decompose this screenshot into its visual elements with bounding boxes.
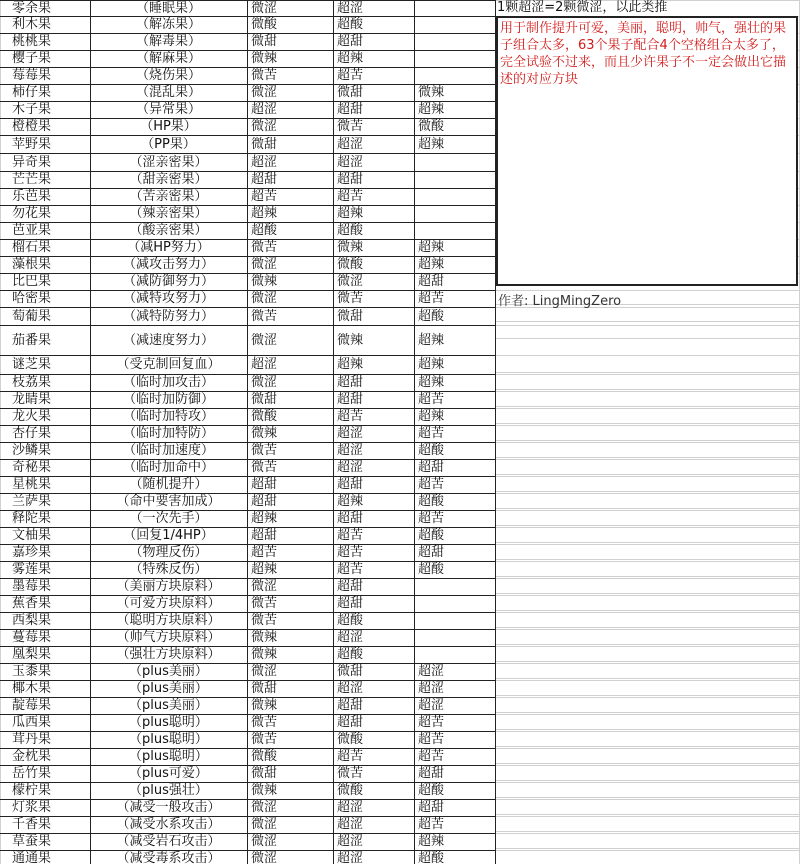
flavor-2[interactable]: 微甜 (337, 85, 364, 100)
flavor-3[interactable] (414, 0, 495, 16)
flavor-2[interactable]: 微苦 (337, 291, 364, 306)
flavor-1[interactable]: 微辣 (251, 426, 278, 441)
flavor-1[interactable]: 微甜 (251, 766, 278, 781)
flavor-1[interactable]: 微苦 (251, 68, 278, 83)
berry-effect[interactable]: （减受毒系攻击） (116, 851, 221, 866)
berry-name[interactable]: 龙火果 (12, 409, 52, 424)
berry-name[interactable]: 通通果 (12, 851, 52, 866)
flavor-3[interactable]: 超甜 (418, 545, 445, 560)
flavor-3[interactable]: 超苦 (418, 732, 445, 747)
flavor-1[interactable]: 超苦 (251, 189, 278, 204)
berry-effect[interactable]: （睡眠果） (135, 0, 201, 16)
berry-effect[interactable]: （减受水系攻击） (116, 817, 221, 832)
flavor-2[interactable]: 微苦 (337, 119, 364, 134)
flavor-2[interactable]: 超甜 (337, 698, 364, 713)
berry-effect[interactable]: （plus聪明） (129, 749, 208, 764)
flavor-3[interactable]: 超酸 (418, 783, 445, 798)
flavor-1[interactable]: 微甜 (251, 681, 278, 696)
berry-effect[interactable]: （PP果） (141, 136, 196, 152)
flavor-3[interactable] (414, 153, 495, 171)
flavor-1[interactable]: 微酸 (251, 17, 278, 32)
flavor-1[interactable]: 微酸 (251, 409, 278, 424)
flavor-1[interactable]: 微涩 (251, 332, 278, 348)
flavor-3[interactable]: 微辣 (418, 85, 445, 100)
berry-name[interactable]: 榴石果 (12, 240, 52, 255)
flavor-3[interactable]: 超涩 (418, 664, 445, 679)
flavor-3[interactable] (414, 188, 495, 205)
berry-effect[interactable]: （聪明方块原料） (116, 613, 221, 628)
berry-effect[interactable]: （临时加防御） (122, 392, 214, 407)
berry-effect[interactable]: （帅气方块原料） (116, 630, 221, 645)
berry-name[interactable]: 苹野果 (12, 136, 52, 152)
berry-name[interactable]: 芒芒果 (12, 172, 52, 187)
flavor-2[interactable]: 超辣 (337, 51, 364, 66)
berry-effect[interactable]: （一次先手） (129, 511, 208, 526)
flavor-3[interactable] (414, 50, 495, 67)
flavor-1[interactable]: 微酸 (251, 749, 278, 764)
berry-effect[interactable]: （减受岩石攻击） (116, 834, 221, 849)
flavor-2[interactable]: 超涩 (337, 681, 364, 696)
flavor-2[interactable]: 超甜 (337, 172, 364, 187)
note-text: 用于制作提升可爱，美丽，聪明，帅气，强壮的果子组合太多，63个果子配合4个空格组合太多了，完全试验不过来，而且少许果子不一定会做出它描述的对应方块 (500, 21, 787, 87)
flavor-1[interactable]: 微涩 (251, 664, 278, 679)
berry-effect[interactable]: （临时加命中） (122, 460, 214, 475)
flavor-2[interactable]: 超涩 (337, 851, 364, 866)
berry-name[interactable]: 凰梨果 (12, 647, 52, 662)
flavor-1[interactable]: 微涩 (251, 851, 278, 866)
berry-name[interactable]: 靛莓果 (12, 698, 52, 713)
flavor-2[interactable]: 超苦 (337, 749, 364, 764)
flavor-3[interactable] (414, 67, 495, 84)
flavor-1[interactable]: 微辣 (251, 647, 278, 662)
flavor-3[interactable]: 超涩 (418, 698, 445, 713)
flavor-2[interactable]: 超涩 (337, 630, 364, 645)
berry-effect[interactable]: （酸亲密果） (129, 223, 208, 238)
berry-effect[interactable]: （临时加特防） (122, 426, 214, 441)
berry-name[interactable]: 奇秘果 (12, 460, 52, 475)
flavor-1[interactable]: 超涩 (251, 102, 278, 117)
berry-effect[interactable]: （plus强壮） (129, 783, 208, 798)
flavor-2[interactable]: 超甜 (337, 392, 364, 407)
flavor-3[interactable] (414, 612, 495, 629)
berry-name[interactable]: 木子果 (12, 102, 52, 117)
flavor-2[interactable]: 微涩 (337, 274, 364, 289)
flavor-3[interactable]: 超苦 (418, 817, 445, 832)
flavor-2[interactable]: 超酸 (337, 17, 364, 32)
flavor-1[interactable]: 微涩 (251, 119, 278, 134)
author-credit: 作者: LingMingZero (498, 294, 622, 309)
berry-name[interactable]: 兰萨果 (12, 494, 52, 509)
flavor-3[interactable]: 超辣 (418, 136, 445, 152)
berry-effect[interactable]: （回复1/4HP） (123, 528, 214, 543)
berry-effect[interactable]: （减特攻努力） (122, 291, 214, 306)
flavor-3[interactable]: 超辣 (418, 332, 445, 348)
flavor-3[interactable]: 超酸 (418, 443, 445, 458)
berry-effect[interactable]: （解冻果） (135, 17, 201, 32)
berry-name[interactable]: 椰木果 (12, 681, 52, 696)
flavor-2[interactable]: 超辣 (337, 206, 364, 221)
flavor-2[interactable]: 超涩 (337, 154, 364, 170)
flavor-1[interactable]: 超甜 (251, 172, 278, 187)
flavor-3[interactable] (414, 222, 495, 239)
berry-effect[interactable]: （美丽方块原料） (116, 579, 221, 594)
flavor-1[interactable]: 微苦 (251, 613, 278, 628)
flavor-1[interactable]: 微苦 (251, 596, 278, 611)
berry-effect[interactable]: （plus美丽） (129, 681, 208, 696)
flavor-1[interactable]: 超酸 (251, 223, 278, 238)
berry-name[interactable]: 蕉香果 (12, 596, 52, 611)
flavor-3[interactable]: 超涩 (418, 681, 445, 696)
berry-effect[interactable]: （强壮方块原料） (116, 647, 221, 662)
flavor-1[interactable]: 超辣 (251, 511, 278, 526)
flavor-1[interactable]: 微甜 (251, 392, 278, 407)
flavor-3[interactable] (414, 578, 495, 595)
berry-effect[interactable]: （临时加速度） (122, 443, 214, 458)
berry-name[interactable]: 柿仔果 (12, 85, 52, 100)
berry-name[interactable]: 金枕果 (12, 749, 52, 764)
flavor-1[interactable]: 超甜 (251, 528, 278, 543)
flavor-2[interactable]: 超甜 (337, 596, 364, 611)
berry-name[interactable]: 勿花果 (12, 206, 52, 221)
flavor-2[interactable]: 超甜 (337, 375, 364, 390)
flavor-1[interactable]: 微涩 (251, 375, 278, 390)
berry-name[interactable]: 檬柠果 (12, 783, 52, 798)
berry-effect[interactable]: （减防御努力） (122, 274, 214, 289)
berry-name[interactable]: 异奇果 (12, 154, 52, 170)
berry-name[interactable]: 乐芭果 (12, 189, 52, 204)
flavor-3[interactable]: 超甜 (418, 274, 445, 289)
flavor-3[interactable] (414, 629, 495, 646)
berry-effect[interactable]: （减特防努力） (122, 308, 214, 324)
berry-name[interactable]: 灯浆果 (12, 800, 52, 815)
flavor-3[interactable]: 超甜 (418, 460, 445, 475)
flavor-2[interactable]: 超涩 (337, 817, 364, 832)
berry-name[interactable]: 茸丹果 (12, 732, 52, 747)
berry-name[interactable]: 文柚果 (12, 528, 52, 543)
flavor-3[interactable] (414, 595, 495, 612)
flavor-3[interactable]: 超辣 (418, 257, 445, 272)
berry-effect[interactable]: （混乱果） (135, 85, 201, 100)
flavor-1[interactable]: 微甜 (251, 136, 278, 152)
berry-name[interactable]: 橙橙果 (12, 119, 52, 134)
flavor-2[interactable]: 微酸 (337, 783, 364, 798)
flavor-1[interactable]: 超苦 (251, 545, 278, 560)
berry-effect[interactable]: （异常果） (135, 102, 201, 117)
berry-effect[interactable]: （辣亲密果） (129, 206, 208, 221)
berry-effect[interactable]: （减攻击努力） (122, 257, 214, 272)
flavor-2[interactable]: 超甜 (337, 579, 364, 594)
flavor-3[interactable]: 超辣 (418, 409, 445, 424)
flavor-3[interactable]: 超辣 (418, 834, 445, 849)
flavor-2[interactable]: 超苦 (337, 189, 364, 204)
flavor-1[interactable]: 超涩 (251, 357, 278, 372)
berry-effect[interactable]: （plus聪明） (129, 715, 208, 730)
berry-effect[interactable]: （解毒果） (135, 34, 201, 49)
flavor-3[interactable]: 超酸 (418, 494, 445, 509)
berry-effect[interactable]: （临时加攻击） (122, 375, 214, 390)
berry-name[interactable]: 千香果 (12, 817, 52, 832)
berry-name[interactable]: 草蚕果 (12, 834, 52, 849)
flavor-2[interactable]: 微甜 (337, 308, 364, 324)
flavor-2[interactable]: 超涩 (337, 426, 364, 441)
flavor-3[interactable]: 超苦 (418, 426, 445, 441)
flavor-1[interactable]: 微辣 (251, 274, 278, 289)
berry-effect[interactable]: （解麻果） (135, 51, 201, 66)
flavor-2[interactable]: 超辣 (337, 494, 364, 509)
flavor-1[interactable]: 微涩 (251, 800, 278, 815)
flavor-2[interactable]: 超甜 (337, 511, 364, 526)
berry-effect[interactable]: （特殊反伤） (129, 562, 208, 577)
flavor-1[interactable]: 超甜 (251, 477, 278, 492)
berry-effect[interactable]: （物理反伤） (129, 545, 208, 560)
flavor-1[interactable]: 微涩 (251, 291, 278, 306)
flavor-2[interactable]: 超酸 (337, 613, 364, 628)
flavor-3[interactable] (414, 33, 495, 50)
flavor-2[interactable]: 超苦 (337, 68, 364, 83)
berry-name[interactable]: 桃桃果 (12, 34, 52, 49)
berry-effect[interactable]: （甜亲密果） (129, 172, 208, 187)
berry-effect[interactable]: （命中要害加成） (116, 494, 221, 509)
flavor-1[interactable]: 超涩 (251, 154, 278, 170)
berry-name[interactable]: 释陀果 (12, 511, 52, 526)
berry-name[interactable]: 龙睛果 (12, 392, 52, 407)
berry-name[interactable]: 雾莲果 (12, 562, 52, 577)
berry-effect[interactable]: （随机提升） (129, 477, 208, 492)
flavor-2[interactable]: 超涩 (337, 0, 364, 16)
berry-effect[interactable]: （plus可爱） (129, 766, 208, 781)
flavor-2[interactable]: 超酸 (337, 223, 364, 238)
flavor-1[interactable]: 微涩 (251, 817, 278, 832)
flavor-1[interactable]: 微苦 (251, 240, 278, 255)
berry-name[interactable]: 芭亚果 (12, 223, 52, 238)
flavor-3[interactable]: 超苦 (418, 511, 445, 526)
flavor-2[interactable]: 超涩 (337, 443, 364, 458)
flavor-3[interactable]: 超辣 (418, 357, 445, 372)
berry-effect[interactable]: （涩亲密果） (129, 154, 208, 170)
berry-name[interactable]: 墨莓果 (12, 579, 52, 594)
berry-name[interactable]: 杏仔果 (12, 426, 52, 441)
flavor-1[interactable]: 微涩 (251, 85, 278, 100)
flavor-2[interactable]: 超涩 (337, 800, 364, 815)
flavor-2[interactable]: 超甜 (337, 102, 364, 117)
flavor-1[interactable]: 超辣 (251, 562, 278, 577)
flavor-2[interactable]: 微甜 (337, 664, 364, 679)
flavor-1[interactable]: 微辣 (251, 51, 278, 66)
flavor-1[interactable]: 微涩 (251, 834, 278, 849)
berry-name[interactable]: 比巴果 (12, 274, 52, 289)
berry-name[interactable]: 哈密果 (12, 291, 52, 306)
flavor-1[interactable]: 微苦 (251, 443, 278, 458)
flavor-2[interactable]: 超涩 (337, 834, 364, 849)
berry-name[interactable]: 沙鳞果 (12, 443, 52, 458)
flavor-2[interactable]: 超苦 (337, 409, 364, 424)
flavor-2[interactable]: 超苦 (337, 528, 364, 543)
flavor-3[interactable] (414, 205, 495, 222)
flavor-1[interactable]: 微苦 (251, 732, 278, 747)
flavor-1[interactable]: 超甜 (251, 494, 278, 509)
flavor-1[interactable]: 微苦 (251, 715, 278, 730)
flavor-3[interactable]: 超辣 (418, 375, 445, 390)
berry-name[interactable]: 西梨果 (12, 613, 52, 628)
flavor-2[interactable]: 微苦 (337, 766, 364, 781)
berry-name[interactable]: 茄番果 (12, 332, 52, 348)
berry-effect[interactable]: （受克制回复血） (116, 357, 221, 372)
flavor-2[interactable]: 超甜 (337, 715, 364, 730)
flavor-3[interactable]: 微酸 (418, 119, 445, 134)
berry-name[interactable]: 樱子果 (12, 51, 52, 66)
berry-name[interactable]: 玉黍果 (12, 664, 52, 679)
flavor-1[interactable]: 微辣 (251, 783, 278, 798)
flavor-3[interactable]: 超酸 (418, 308, 445, 324)
flavor-2[interactable]: 超酸 (337, 647, 364, 662)
berry-effect[interactable]: （减受一般攻击） (116, 800, 221, 815)
berry-name[interactable]: 蔓莓果 (12, 630, 52, 645)
flavor-3[interactable]: 超苦 (418, 477, 445, 492)
flavor-3[interactable]: 超甜 (418, 800, 445, 815)
flavor-1[interactable]: 微苦 (251, 308, 278, 324)
berry-name[interactable]: 岳竹果 (12, 766, 52, 781)
berry-name[interactable]: 利木果 (12, 17, 52, 32)
flavor-2[interactable]: 微辣 (337, 240, 364, 255)
berry-name[interactable]: 莓莓果 (12, 68, 52, 83)
berry-effect[interactable]: （plus美丽） (129, 664, 208, 679)
berry-effect[interactable]: （减速度努力） (122, 332, 214, 348)
berry-effect[interactable]: （烧伤果） (135, 68, 201, 83)
flavor-1[interactable]: 微涩 (251, 0, 278, 16)
berry-name[interactable]: 枝荔果 (12, 375, 52, 390)
flavor-3[interactable]: 超酸 (418, 528, 445, 543)
flavor-3[interactable] (414, 171, 495, 188)
flavor-3[interactable]: 超酸 (418, 851, 445, 866)
flavor-2[interactable]: 超苦 (337, 562, 364, 577)
flavor-1[interactable]: 微涩 (251, 257, 278, 272)
flavor-3[interactable]: 超苦 (418, 715, 445, 730)
flavor-1[interactable]: 超辣 (251, 206, 278, 221)
flavor-3[interactable]: 超苦 (418, 291, 445, 306)
flavor-2[interactable]: 微酸 (337, 732, 364, 747)
flavor-3[interactable]: 超辣 (418, 102, 445, 117)
flavor-2[interactable]: 超苦 (337, 545, 364, 560)
flavor-1[interactable]: 微涩 (251, 579, 278, 594)
berry-name[interactable]: 星桃果 (12, 477, 52, 492)
flavor-3[interactable]: 超酸 (418, 562, 445, 577)
berry-effect[interactable]: （苦亲密果） (129, 189, 208, 204)
flavor-3[interactable]: 超苦 (418, 392, 445, 407)
berry-name[interactable]: 嘉珍果 (12, 545, 52, 560)
flavor-2[interactable]: 超涩 (337, 460, 364, 475)
berry-effect[interactable]: （plus美丽） (129, 698, 208, 713)
berry-name[interactable]: 藻根果 (12, 257, 52, 272)
flavor-3[interactable] (414, 16, 495, 33)
flavor-1[interactable]: 微甜 (251, 34, 278, 49)
flavor-1[interactable]: 微苦 (251, 460, 278, 475)
flavor-2[interactable]: 微酸 (337, 257, 364, 272)
flavor-2[interactable]: 超涩 (337, 136, 364, 152)
berry-effect[interactable]: （可爱方块原料） (116, 596, 221, 611)
flavor-3[interactable]: 超甜 (418, 766, 445, 781)
note-title: 1颗超涩=2颗微涩，以此类推 (497, 0, 668, 15)
berry-name[interactable]: 萄葡果 (12, 308, 52, 324)
flavor-3[interactable]: 超辣 (418, 240, 445, 255)
berry-effect[interactable]: （临时加特攻） (122, 409, 214, 424)
berry-effect[interactable]: （HP果） (140, 119, 197, 134)
flavor-2[interactable]: 超甜 (337, 477, 364, 492)
berry-effect[interactable]: （plus聪明） (129, 732, 208, 747)
flavor-2[interactable]: 微辣 (337, 332, 364, 348)
berry-effect[interactable]: （减HP努力） (127, 240, 210, 255)
berry-name[interactable]: 瓜西果 (12, 715, 52, 730)
flavor-1[interactable]: 微辣 (251, 698, 278, 713)
flavor-1[interactable]: 微辣 (251, 630, 278, 645)
flavor-2[interactable]: 超甜 (337, 34, 364, 49)
flavor-3[interactable]: 超苦 (418, 749, 445, 764)
flavor-3[interactable] (414, 646, 495, 663)
flavor-2[interactable]: 超辣 (337, 357, 364, 372)
berry-name[interactable]: 谜芝果 (12, 357, 52, 372)
berry-name[interactable]: 零余果 (12, 0, 52, 16)
